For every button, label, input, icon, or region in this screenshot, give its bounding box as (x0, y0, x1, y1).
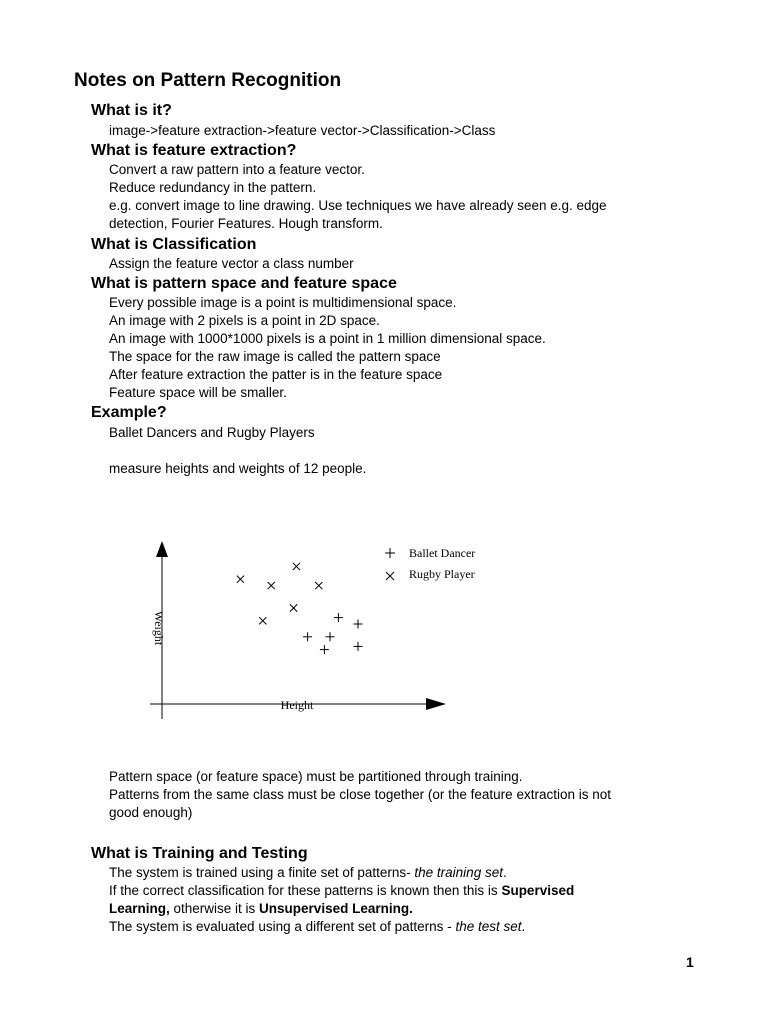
heading-training: What is Training and Testing (91, 845, 308, 862)
text-line: good enough) (109, 805, 193, 820)
text-line: The space for the raw image is called the pattern space (109, 349, 441, 364)
ballet-dancer-point (326, 632, 335, 641)
text-span: . (521, 919, 526, 934)
text-line (109, 900, 413, 918)
text-line: Feature space will be smaller. (109, 385, 287, 400)
text-line: image->feature extraction->feature vector->Classification->Class (109, 123, 496, 138)
heading-classification: What is Classification (91, 236, 257, 253)
text-line: An image with 2 pixels is a point in 2D space. (109, 313, 380, 328)
ballet-dancer-point (320, 645, 329, 654)
text-span: The system is trained using a finite set of patterns- (109, 865, 415, 880)
text-line: Reduce redundancy in the pattern. (109, 180, 317, 195)
legend-marker-rugby (386, 572, 394, 580)
ballet-dancer-point (334, 613, 343, 622)
text-span: . (502, 865, 507, 880)
x-axis-label: Height (280, 698, 314, 712)
rugby-player-point (293, 563, 300, 570)
rugby-player-point (259, 617, 266, 624)
text-line: Patterns from the same class must be close together (or the feature extraction is not (109, 787, 611, 802)
text-span: The system is evaluated using a different set of patterns - (109, 919, 456, 934)
legend-label-ballet: Ballet Dancer (409, 546, 476, 560)
ballet-dancer-point (303, 632, 312, 641)
text-line: Ballet Dancers and Rugby Players (109, 425, 315, 440)
text-bold: Supervised (501, 883, 575, 898)
heading-what-is-it: What is it? (91, 102, 172, 119)
heading-example: Example? (91, 404, 167, 421)
text-span: otherwise it is (169, 901, 260, 916)
text-bold: Unsupervised Learning. (259, 901, 413, 916)
legend-label-rugby: Rugby Player (409, 567, 475, 581)
text-line (109, 882, 574, 900)
text-line: detection, Fourier Features. Hough transform. (109, 216, 383, 231)
x-axis-arrow (426, 698, 446, 710)
ballet-dancer-point (354, 620, 363, 629)
rugby-player-point (268, 582, 275, 589)
text-line: Every possible image is a point is multidimensional space. (109, 295, 457, 310)
page-title: Notes on Pattern Recognition (74, 70, 342, 91)
text-line (109, 918, 525, 936)
rugby-player-point (315, 582, 322, 589)
text-line: measure heights and weights of 12 people. (109, 461, 367, 476)
text-bold: Learning, (109, 901, 170, 916)
scatter-chart (140, 535, 476, 725)
text-line: After feature extraction the patter is in the feature space (109, 367, 443, 382)
text-line: Convert a raw pattern into a feature vector. (109, 162, 365, 177)
heading-feature-extraction: What is feature extraction? (91, 142, 297, 159)
y-axis-label: Weight (152, 610, 166, 646)
y-axis-arrow (156, 541, 168, 557)
text-line (109, 864, 507, 882)
text-span: If the correct classification for these patterns is known then this is (109, 883, 502, 898)
legend-marker-ballet (385, 548, 395, 558)
legend (385, 546, 475, 581)
heading-pattern-space: What is pattern space and feature space (91, 275, 397, 292)
text-line: An image with 1000*1000 pixels is a point in 1 million dimensional space. (109, 331, 546, 346)
page-number: 1 (686, 954, 694, 970)
text-italic: the training set (414, 865, 503, 880)
text-italic: the test set (455, 919, 522, 934)
rugby-player-point (237, 576, 244, 583)
ballet-dancer-point (354, 642, 363, 651)
text-line: Pattern space (or feature space) must be partitioned through training. (109, 769, 523, 784)
rugby-player-point (290, 604, 297, 611)
text-line: e.g. convert image to line drawing. Use techniques we have already seen e.g. edge (109, 198, 607, 213)
text-line: Assign the feature vector a class number (109, 256, 354, 271)
data-points (237, 563, 363, 654)
